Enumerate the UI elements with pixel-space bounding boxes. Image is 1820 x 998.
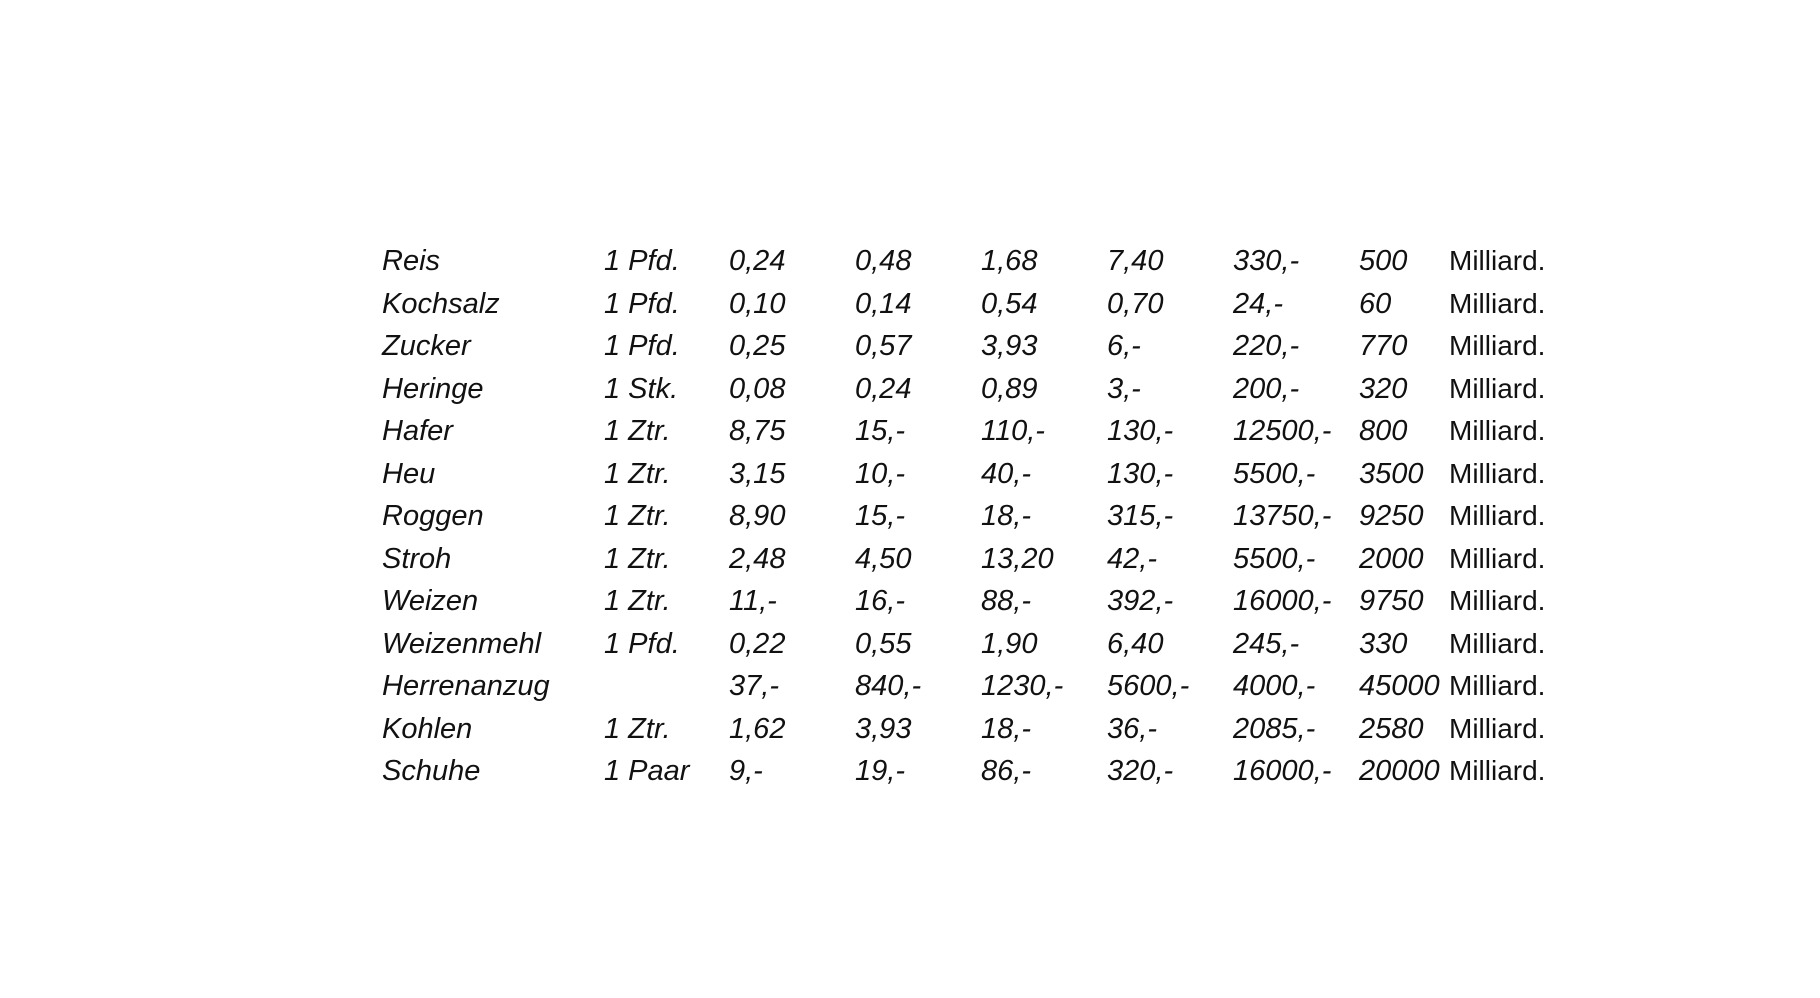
table-row [382,495,1545,538]
price-value: 130,- [1107,457,1174,490]
price-value: 2580 [1359,712,1424,745]
price-value: 15,- [855,415,905,447]
table-row [382,665,1545,708]
price-value: 0,24 [855,372,912,405]
price-value: 5500,- [1233,542,1316,575]
price-value: 18,- [981,500,1031,532]
item-name: Heu [382,457,436,490]
price-value: 36,- [1107,712,1157,745]
price-value: 88,- [981,585,1031,617]
price-value: 0,54 [981,287,1038,320]
unit: 1 Ztr. [604,415,671,447]
price-value: 42,- [1107,542,1157,575]
price-value: 1230,- [981,670,1064,702]
item-name: Weizenmehl [382,627,542,660]
price-value: 13,20 [981,542,1054,575]
table-row [382,538,1545,581]
item-name: Schuhe [382,755,481,787]
price-value: 20000 [1359,755,1440,787]
price-value: 0,89 [981,372,1038,405]
price-value: 3,15 [729,457,786,490]
price-value: 86,- [981,755,1031,787]
unit-suffix: Milliard. [1449,585,1546,616]
price-value: 15,- [855,500,905,532]
table-row [382,283,1545,326]
price-value: 0,48 [855,245,912,277]
price-value: 10,- [855,457,905,490]
unit-suffix: Milliard. [1449,415,1546,446]
unit-suffix: Milliard. [1449,330,1546,361]
table-row [382,708,1545,751]
price-value: 130,- [1107,415,1174,447]
table-row [382,240,1545,283]
price-value: 60 [1359,287,1392,320]
unit-suffix: Milliard. [1449,712,1546,744]
price-value: 320,- [1107,755,1174,787]
unit: 1 Ztr. [604,542,671,575]
unit: 1 Paar [604,755,690,787]
unit [604,665,729,708]
price-value: 24,- [1233,287,1283,320]
price-value: 0,24 [729,245,786,277]
item-name: Stroh [382,542,452,575]
price-value: 110,- [981,415,1045,447]
price-value: 3,- [1107,372,1141,405]
price-value: 1,68 [981,245,1038,277]
price-value: 19,- [855,755,905,787]
price-value: 0,14 [855,287,912,320]
price-value: 4000,- [1233,670,1316,702]
price-value: 1,90 [981,627,1038,660]
price-value: 5600,- [1107,670,1190,702]
table-row [382,750,1545,793]
unit-suffix: Milliard. [1449,500,1546,531]
price-value: 330,- [1233,245,1300,277]
table-row [382,453,1545,496]
item-name: Roggen [382,500,484,532]
price-value: 0,70 [1107,287,1164,320]
price-value: 770 [1359,330,1408,362]
price-value: 392,- [1107,585,1174,617]
price-value: 1,62 [729,712,786,745]
unit: 1 Ztr. [604,712,671,745]
price-value: 18,- [981,712,1031,745]
price-value: 8,75 [729,415,786,447]
unit-suffix: Milliard. [1449,457,1546,489]
price-value: 11,- [729,585,777,617]
item-name: Hafer [382,415,453,447]
price-value: 12500,- [1233,415,1332,447]
price-value: 500 [1359,245,1408,277]
price-value: 320 [1359,372,1408,405]
price-value: 0,08 [729,372,786,405]
unit: 1 Pfd. [604,287,680,320]
unit-suffix: Milliard. [1449,755,1546,786]
unit: 1 Ztr. [604,457,671,490]
item-name: Kohlen [382,712,473,745]
table-row [382,410,1545,453]
price-value: 800 [1359,415,1408,447]
table-row [382,580,1545,623]
table-row [382,623,1545,666]
price-value: 200,- [1233,372,1300,405]
price-value: 2,48 [729,542,786,575]
price-value: 16000,- [1233,585,1332,617]
price-value: 245,- [1233,627,1300,660]
price-value: 8,90 [729,500,786,532]
price-value: 13750,- [1233,500,1332,532]
unit: 1 Pfd. [604,627,680,660]
price-value: 37,- [729,670,779,702]
price-value: 0,25 [729,330,786,362]
price-value: 16,- [855,585,905,617]
price-table [382,240,1545,793]
price-value: 315,- [1107,500,1174,532]
unit-suffix: Milliard. [1449,627,1546,659]
price-value: 9,- [729,755,763,787]
price-value: 9250 [1359,500,1424,532]
unit-suffix: Milliard. [1449,245,1546,276]
price-value: 3500 [1359,457,1424,490]
price-value: 330 [1359,627,1408,660]
price-table-body [382,240,1545,793]
unit: 1 Ztr. [604,500,671,532]
price-value: 0,10 [729,287,786,320]
unit-suffix: Milliard. [1449,670,1546,701]
item-name: Heringe [382,372,484,405]
unit-suffix: Milliard. [1449,372,1546,404]
unit-suffix: Milliard. [1449,542,1546,574]
price-value: 45000 [1359,670,1440,702]
item-name: Kochsalz [382,287,500,320]
price-value: 7,40 [1107,245,1164,277]
price-value: 3,93 [855,712,912,745]
price-value: 0,57 [855,330,912,362]
table-row [382,325,1545,368]
price-value: 5500,- [1233,457,1316,490]
item-name: Zucker [382,330,471,362]
unit: 1 Ztr. [604,585,671,617]
price-value: 3,93 [981,330,1038,362]
price-value: 840,- [855,670,922,702]
price-value: 4,50 [855,542,912,575]
unit: 1 Pfd. [604,330,680,362]
price-value: 6,40 [1107,627,1164,660]
price-value: 40,- [981,457,1031,490]
item-name: Herrenanzug [382,670,550,702]
price-value: 9750 [1359,585,1424,617]
price-value: 2085,- [1233,712,1316,745]
price-value: 220,- [1233,330,1300,362]
price-value: 6,- [1107,330,1141,362]
price-value: 0,22 [729,627,786,660]
unit: 1 Pfd. [604,245,680,277]
item-name: Reis [382,245,441,277]
price-value: 0,55 [855,627,912,660]
unit: 1 Stk. [604,372,679,405]
table-row [382,368,1545,411]
unit-suffix: Milliard. [1449,287,1546,319]
item-name: Weizen [382,585,479,617]
price-value: 2000 [1359,542,1424,575]
price-value: 16000,- [1233,755,1332,787]
